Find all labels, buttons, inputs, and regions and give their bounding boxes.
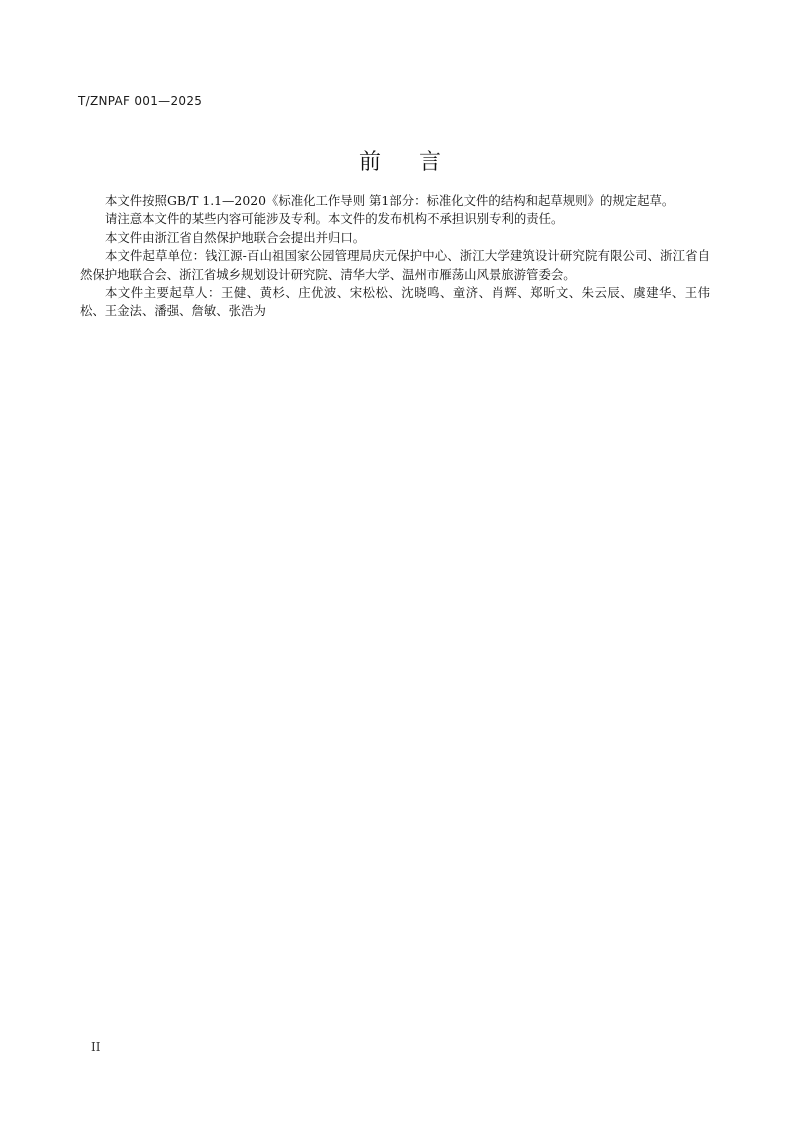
paragraph-patent-notice: 请注意本文件的某些内容可能涉及专利。本文件的发布机构不承担识别专利的责任。: [105, 211, 564, 227]
paragraph-proposer: 本文件由浙江省自然保护地联合会提出并归口。: [105, 229, 366, 245]
paragraph-drafting-basis: 本文件按照GB/T 1.1—2020《标准化工作导则 第1部分：标准化文件的结构和起草规则》的规定起草。: [105, 193, 675, 208]
paragraph-drafting-units: 本文件起草单位：钱江源-百山祖国家公园管理局庆元保护中心、浙江大学建筑设计研究院有限公司、浙江省自然保护地联合会、浙江省城乡规划设计研究院、清华大学、温州市雁荡山风景旅游管委会。: [80, 248, 710, 282]
foreword-body: [80, 192, 710, 321]
page-number: II: [91, 1040, 101, 1054]
document-code: T/ZNPAF 001—2025: [78, 94, 203, 108]
page-title-char-2: 言: [419, 150, 442, 175]
page-title-char-1: 前: [358, 150, 381, 175]
paragraph-drafters: 本文件主要起草人：王健、黄杉、庄优波、宋松松、沈晓鸣、童济、肖辉、郑昕文、朱云辰、虞建华、王伟松、王金法、潘强、詹敏、张浩为: [80, 285, 710, 319]
page-title: [0, 145, 800, 176]
